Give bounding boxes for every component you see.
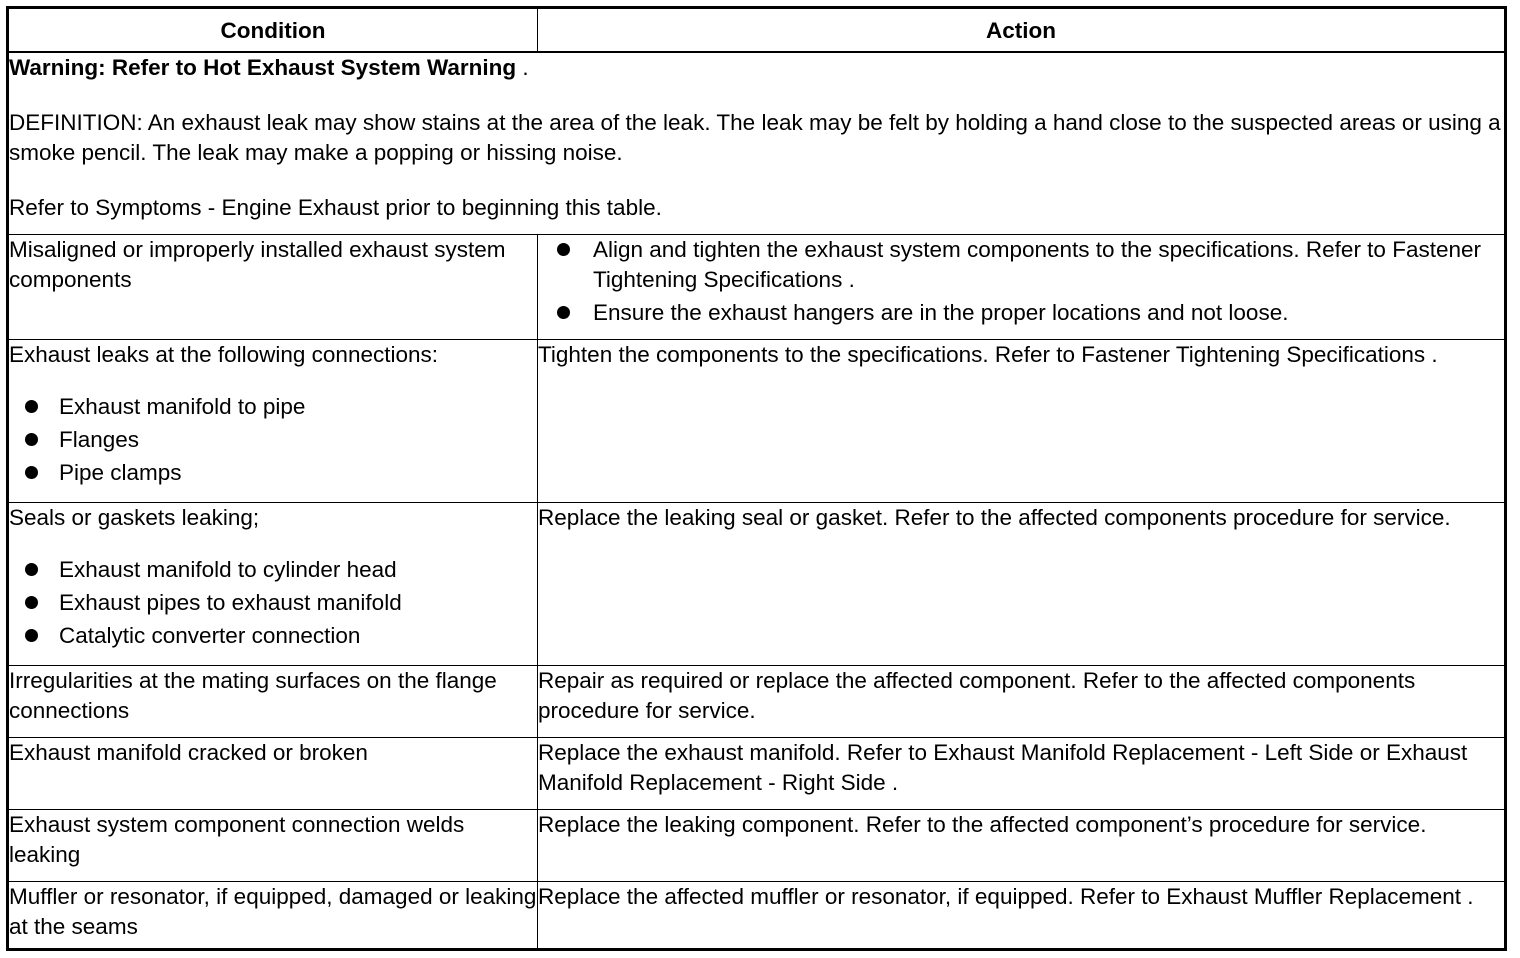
action-text: Replace the leaking component. Refer to the affected component’s procedure for service. xyxy=(538,811,1427,837)
action-list xyxy=(542,235,1504,328)
list-item: Flanges xyxy=(9,425,537,455)
bullet-icon xyxy=(25,433,38,446)
list-item: Catalytic converter connection xyxy=(9,621,537,651)
table-row xyxy=(8,737,1506,809)
condition-list xyxy=(9,392,537,488)
action-text: Replace the leaking seal or gasket. Refer to the affected components procedure for service. xyxy=(538,504,1451,530)
condition-cell xyxy=(8,665,538,737)
list-item: Align and tighten the exhaust system components to the specifications. Refer to Fastener Tightening Specifications . xyxy=(542,235,1504,295)
header-row xyxy=(8,8,1506,53)
bullet-icon xyxy=(557,243,570,256)
condition-cell xyxy=(8,737,538,809)
action-text: Tighten the components to the specifications. Refer to Fastener Tightening Specifications . xyxy=(538,341,1438,367)
bullet-icon xyxy=(25,400,38,413)
action-cell xyxy=(538,502,1506,665)
condition-text: Exhaust leaks at the following connections: xyxy=(9,341,439,367)
action-cell xyxy=(538,339,1506,502)
table-row xyxy=(8,809,1506,881)
table-row xyxy=(8,881,1506,950)
list-item: Exhaust manifold to pipe xyxy=(9,392,537,422)
table-row xyxy=(8,234,1506,339)
intro-cell xyxy=(8,52,1506,234)
bullet-icon xyxy=(25,466,38,479)
condition-column-header: Condition xyxy=(8,8,538,53)
table-row xyxy=(8,502,1506,665)
condition-list xyxy=(9,555,537,651)
table-row xyxy=(8,339,1506,502)
intro-row xyxy=(8,52,1506,234)
diagnostic-table xyxy=(6,6,1507,951)
bullet-icon xyxy=(25,629,38,642)
action-cell xyxy=(538,737,1506,809)
list-item: Exhaust manifold to cylinder head xyxy=(9,555,537,585)
action-column-header: Action xyxy=(538,8,1506,53)
warning-text: Warning: Refer to Hot Exhaust System Warning xyxy=(9,55,517,80)
condition-text: Exhaust manifold cracked or broken xyxy=(9,739,368,765)
definition-text: DEFINITION: An exhaust leak may show stains at the area of the leak. The leak may be felt by holding a hand close to the suspected areas or using a smoke pencil. The leak may make a popping or hissing noise. xyxy=(9,110,1501,165)
list-item: Exhaust pipes to exhaust manifold xyxy=(9,588,537,618)
warning-suffix: . xyxy=(516,55,529,80)
bullet-icon xyxy=(25,596,38,609)
condition-cell xyxy=(8,881,538,950)
condition-text: Muffler or resonator, if equipped, damaged or leaking at the seams xyxy=(9,883,537,939)
action-cell xyxy=(538,809,1506,881)
action-text: Repair as required or replace the affected component. Refer to the affected components procedure for service. xyxy=(538,667,1416,723)
warning-line xyxy=(9,53,1504,83)
condition-cell xyxy=(8,809,538,881)
action-cell xyxy=(538,881,1506,950)
bullet-icon xyxy=(25,563,38,576)
condition-text: Irregularities at the mating surfaces on the flange connections xyxy=(9,667,497,723)
bullet-icon xyxy=(557,306,570,319)
condition-text: Exhaust system component connection welds leaking xyxy=(9,811,465,867)
condition-text: Seals or gaskets leaking; xyxy=(9,504,260,530)
table-row xyxy=(8,665,1506,737)
action-text: Replace the exhaust manifold. Refer to Exhaust Manifold Replacement - Left Side or Exhaust Manifold Replacement - Right Side . xyxy=(538,739,1468,795)
refer-text: Refer to Symptoms - Engine Exhaust prior to beginning this table. xyxy=(9,195,662,220)
action-text: Replace the affected muffler or resonator, if equipped. Refer to Exhaust Muffler Replacement . xyxy=(538,883,1474,909)
condition-cell xyxy=(8,502,538,665)
condition-text: Misaligned or improperly installed exhaust system components xyxy=(9,236,506,292)
action-cell xyxy=(538,665,1506,737)
action-cell xyxy=(538,234,1506,339)
condition-cell xyxy=(8,234,538,339)
list-item: Pipe clamps xyxy=(9,458,537,488)
condition-cell xyxy=(8,339,538,502)
list-item: Ensure the exhaust hangers are in the proper locations and not loose. xyxy=(542,298,1504,328)
